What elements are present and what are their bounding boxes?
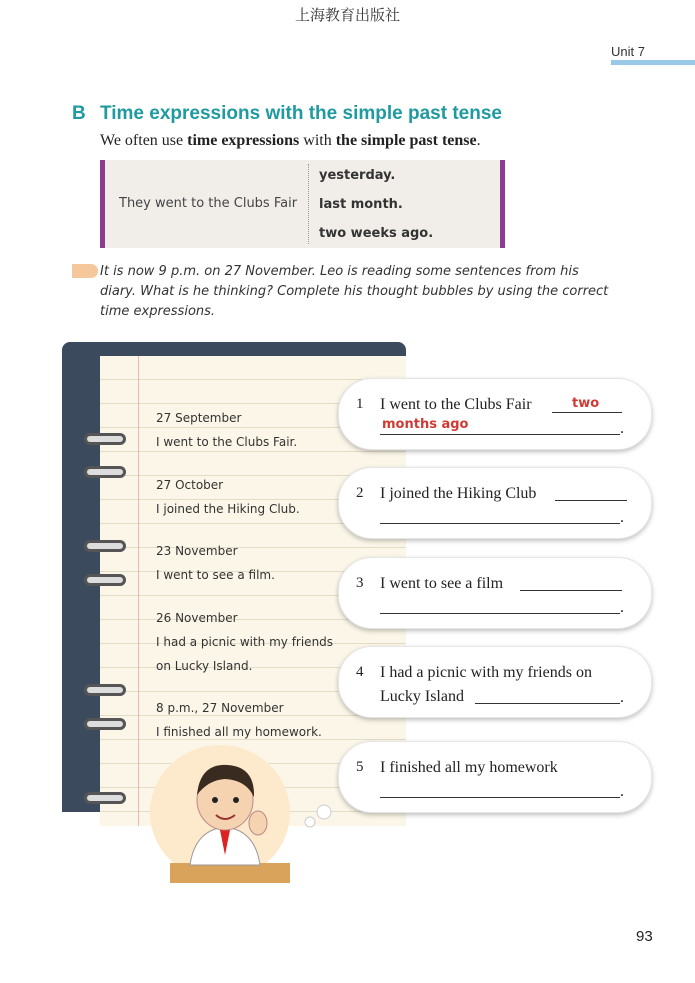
- page-number: 93: [636, 928, 653, 945]
- bubble-text: I went to the Clubs Fair: [380, 396, 532, 413]
- bubble-number: 4: [356, 664, 364, 680]
- binder-ring: [84, 792, 126, 804]
- diary-entry: I went to the Clubs Fair.: [156, 435, 298, 449]
- bubble-text: I joined the Hiking Club: [380, 485, 537, 502]
- table-right-cell: last month.: [319, 197, 403, 212]
- instruction-text: It is now 9 p.m. on 27 November. Leo is reading some sentences from his diary. What is he thinking? Complete his thought bubbles by using the correct time expressions.: [100, 264, 609, 319]
- thought-bubble-4: [338, 646, 652, 718]
- period: .: [620, 599, 624, 616]
- answer-line[interactable]: [555, 500, 627, 501]
- answer-line[interactable]: [380, 434, 620, 435]
- answer-line[interactable]: [475, 703, 620, 704]
- diary-entry: I had a picnic with my friends: [156, 635, 334, 649]
- thought-bubble-3: [338, 557, 652, 629]
- example-table: [100, 160, 505, 248]
- section-letter: B: [72, 103, 86, 124]
- unit-bar: [611, 60, 695, 65]
- unit-label: Unit 7: [611, 44, 645, 59]
- thought-bubble-2: [338, 467, 652, 539]
- boy-illustration: [150, 745, 310, 885]
- table-right-cell: yesterday.: [319, 168, 396, 183]
- binder-ring: [84, 718, 126, 730]
- bubble-number: 5: [356, 759, 364, 775]
- bubble-text: I finished all my homework: [380, 759, 558, 776]
- binder-ring: [84, 574, 126, 586]
- answer-line[interactable]: [520, 590, 622, 591]
- section-title: Time expressions with the simple past tense: [100, 103, 502, 124]
- bubble-number: 3: [356, 575, 364, 591]
- answer-text: two: [572, 396, 600, 411]
- diary-date: 26 November: [156, 611, 238, 625]
- diary-entry: I joined the Hiking Club.: [156, 502, 300, 516]
- period: .: [620, 783, 624, 800]
- answer-line[interactable]: [380, 523, 620, 524]
- period: .: [620, 420, 624, 437]
- diary-entry: on Lucky Island.: [156, 659, 253, 673]
- binder-ring: [84, 466, 126, 478]
- diary-date: 27 October: [156, 478, 224, 492]
- binder-ring: [84, 433, 126, 445]
- period: .: [620, 509, 624, 526]
- thought-bubble-1: [338, 378, 652, 450]
- intro-sentence: We often use time expressions with the simple past tense.: [100, 132, 481, 149]
- diary-entry: I went to see a film.: [156, 568, 275, 582]
- table-left-cell: They went to the Clubs Fair: [119, 196, 298, 211]
- bubble-number: 1: [356, 396, 364, 412]
- thought-dots: [300, 800, 340, 830]
- diary-date: 27 September: [156, 411, 242, 425]
- table-right-cell: two weeks ago.: [319, 226, 434, 241]
- instruction-tab: [72, 264, 98, 278]
- diary-date: 23 November: [156, 544, 238, 558]
- bubble-text: I went to see a film: [380, 575, 504, 592]
- binder-ring: [84, 540, 126, 552]
- table-divider: [308, 164, 309, 244]
- answer-line[interactable]: [552, 412, 622, 413]
- answer-line[interactable]: [380, 797, 620, 798]
- notebook-margin-line: [138, 356, 139, 826]
- bubble-text: I had a picnic with my friends on: [380, 664, 592, 681]
- thought-bubble-5: [338, 741, 652, 813]
- answer-line[interactable]: [380, 613, 620, 614]
- bubble-text: Lucky Island: [380, 688, 464, 705]
- publisher-header: 上海教育出版社: [294, 6, 400, 24]
- diary-date: 8 p.m., 27 November: [156, 701, 284, 715]
- diary-entry: I finished all my homework.: [156, 725, 322, 739]
- bubble-number: 2: [356, 485, 364, 501]
- answer-text: months ago: [382, 417, 469, 432]
- period: .: [620, 689, 624, 706]
- binder-ring: [84, 684, 126, 696]
